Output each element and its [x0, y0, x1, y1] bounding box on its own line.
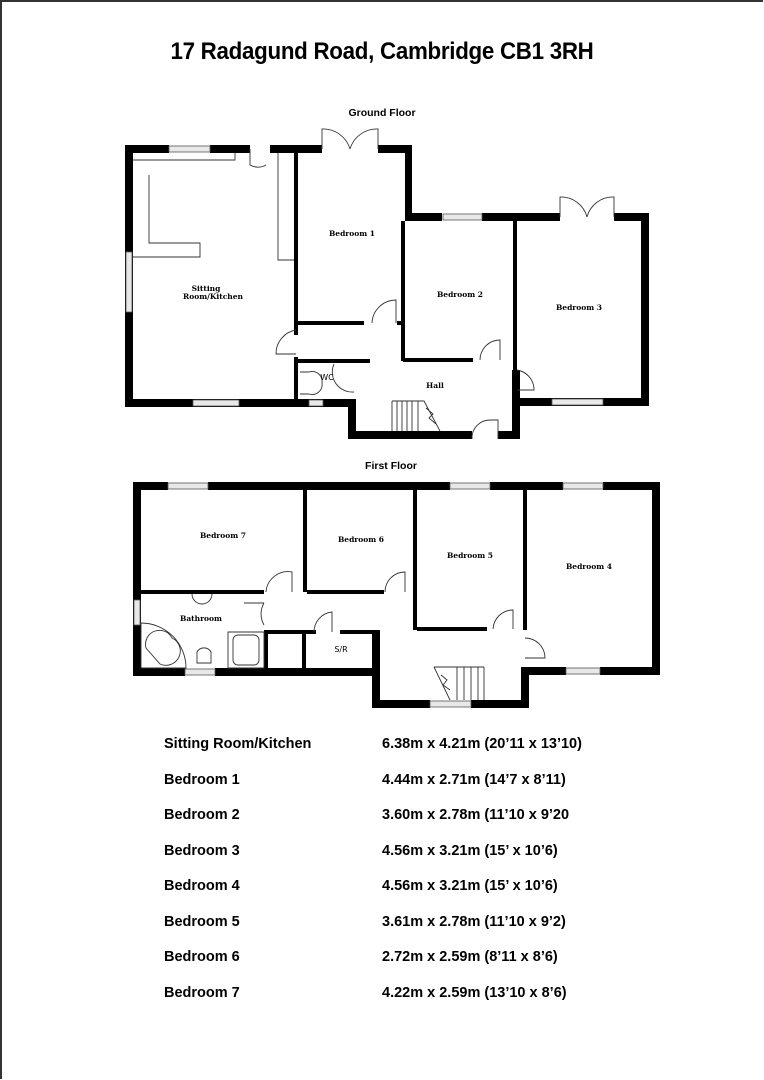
dimension-size: 4.56m x 3.21m (15’ x 10’6)	[382, 842, 558, 859]
dimension-row	[164, 736, 624, 772]
room-label-bathroom: Bathroom	[179, 614, 223, 623]
ground-floor-windows	[126, 146, 603, 406]
dimension-size: 3.60m x 2.78m (11’10 x 9’20	[382, 807, 570, 823]
dimension-row	[164, 878, 624, 914]
room-label-sitting-room-line2: Room/Kitchen	[183, 292, 243, 301]
room-label-bedroom-7: Bedroom 7	[199, 531, 247, 540]
dimension-size: 4.22m x 2.59m (13’10 x 8’6)	[382, 984, 567, 1001]
first-floor-heading: First Floor	[365, 460, 417, 472]
dimension-room-name: Bedroom 7	[164, 984, 240, 1001]
dimension-row	[164, 914, 624, 950]
room-label-bedroom-5: Bedroom 5	[446, 551, 494, 560]
dimension-room-name: Bedroom 2	[164, 807, 240, 823]
dimension-row	[164, 949, 624, 985]
ground-floor-heading: Ground Floor	[348, 107, 416, 119]
dimension-size: 6.38m x 4.21m (20’11 x 13’10)	[382, 736, 582, 752]
property-address-title: 17 Radagund Road, Cambridge CB1 3RH	[170, 38, 594, 65]
dimension-room-name: Bedroom 5	[164, 913, 240, 930]
room-label-bedroom-2: Bedroom 2	[436, 290, 484, 299]
room-label-bedroom-6: Bedroom 6	[337, 535, 385, 544]
dimension-row	[164, 843, 624, 879]
dimension-size: 2.72m x 2.59m (8’11 x 8’6)	[382, 949, 558, 965]
room-dimensions-table	[164, 736, 624, 1020]
dimension-room-name: Bedroom 6	[164, 949, 240, 965]
dimension-row	[164, 807, 624, 843]
room-label-sitting-room: Sitting	[191, 284, 221, 293]
room-label-bedroom-1: Bedroom 1	[328, 229, 376, 238]
dimension-room-name: Bedroom 4	[164, 878, 240, 894]
dimension-row	[164, 772, 624, 808]
dimension-size: 4.56m x 3.21m (15’ x 10’6)	[382, 878, 558, 894]
dimension-room-name: Bedroom 1	[164, 771, 240, 788]
room-label-hall: Hall	[426, 381, 444, 390]
room-label-bedroom-3: Bedroom 3	[555, 303, 603, 312]
room-label-bedroom-4: Bedroom 4	[565, 562, 613, 571]
dimension-room-name: Sitting Room/Kitchen	[164, 736, 312, 752]
dimension-row	[164, 985, 624, 1021]
ground-floor-room-labels	[183, 229, 602, 390]
dimension-size: 3.61m x 2.78m (11’10 x 9’2)	[382, 913, 566, 930]
dimension-room-name: Bedroom 3	[164, 842, 240, 859]
room-label-storage: S/R	[334, 645, 348, 654]
dimension-size: 4.44m x 2.71m (14’7 x 8’11)	[382, 771, 566, 788]
room-label-wc: WC	[320, 373, 334, 382]
